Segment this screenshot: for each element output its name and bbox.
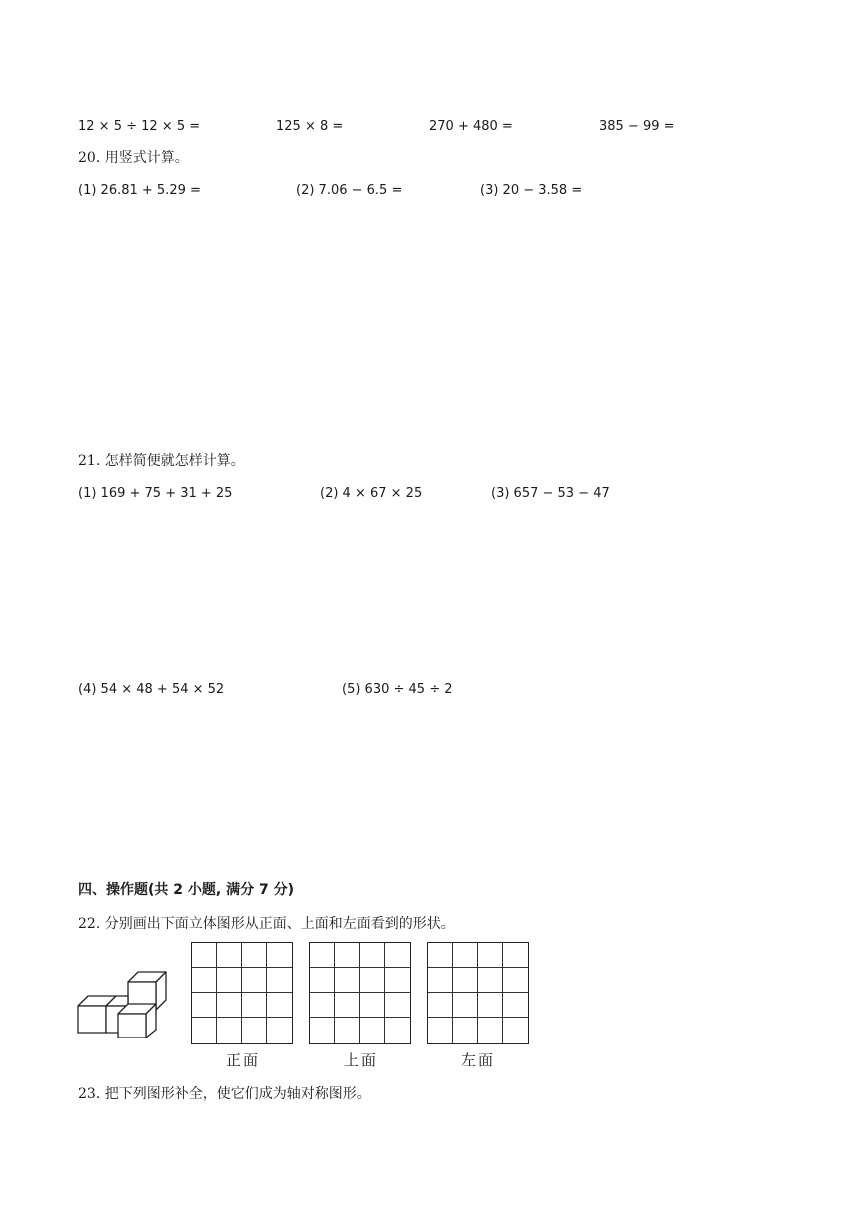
q20-item-2: (2) 7.06 − 6.5 = bbox=[296, 183, 403, 198]
q21-item-3: (3) 657 − 53 − 47 bbox=[491, 486, 610, 501]
q21-item-4: (4) 54 × 48 + 54 × 52 bbox=[78, 682, 225, 697]
calc-item-2: 125 × 8 = bbox=[276, 119, 344, 134]
q20-item-3: (3) 20 − 3.58 = bbox=[480, 183, 583, 198]
calc-item-1: 12 × 5 ÷ 12 × 5 = bbox=[78, 119, 201, 134]
q21-item-1: (1) 169 + 75 + 31 + 25 bbox=[78, 486, 233, 501]
left-view-caption: 左面 bbox=[461, 1051, 496, 1069]
top-view-caption: 上面 bbox=[344, 1051, 379, 1069]
left-view-grid[interactable] bbox=[427, 942, 529, 1044]
q20-item-1: (1) 26.81 + 5.29 = bbox=[78, 183, 201, 198]
front-view-caption: 正面 bbox=[226, 1051, 261, 1069]
calc-item-4: 385 − 99 = bbox=[599, 119, 675, 134]
q20-title: 20. 用竖式计算。 bbox=[78, 150, 189, 166]
q21-title: 21. 怎样简便就怎样计算。 bbox=[78, 453, 245, 469]
top-view-grid[interactable] bbox=[309, 942, 411, 1044]
q23-title: 23. 把下列图形补全，使它们成为轴对称图形。 bbox=[78, 1086, 371, 1102]
section-heading: 四、操作题(共 2 小题, 满分 7 分) bbox=[78, 882, 294, 898]
calc-item-3: 270 + 480 = bbox=[429, 119, 513, 134]
q21-item-5: (5) 630 ÷ 45 ÷ 2 bbox=[342, 682, 453, 697]
q21-item-2: (2) 4 × 67 × 25 bbox=[320, 486, 423, 501]
cube-stack-figure bbox=[76, 968, 172, 1038]
q22-title: 22. 分别画出下面立体图形从正面、上面和左面看到的形状。 bbox=[78, 916, 455, 932]
front-view-grid[interactable] bbox=[191, 942, 293, 1044]
